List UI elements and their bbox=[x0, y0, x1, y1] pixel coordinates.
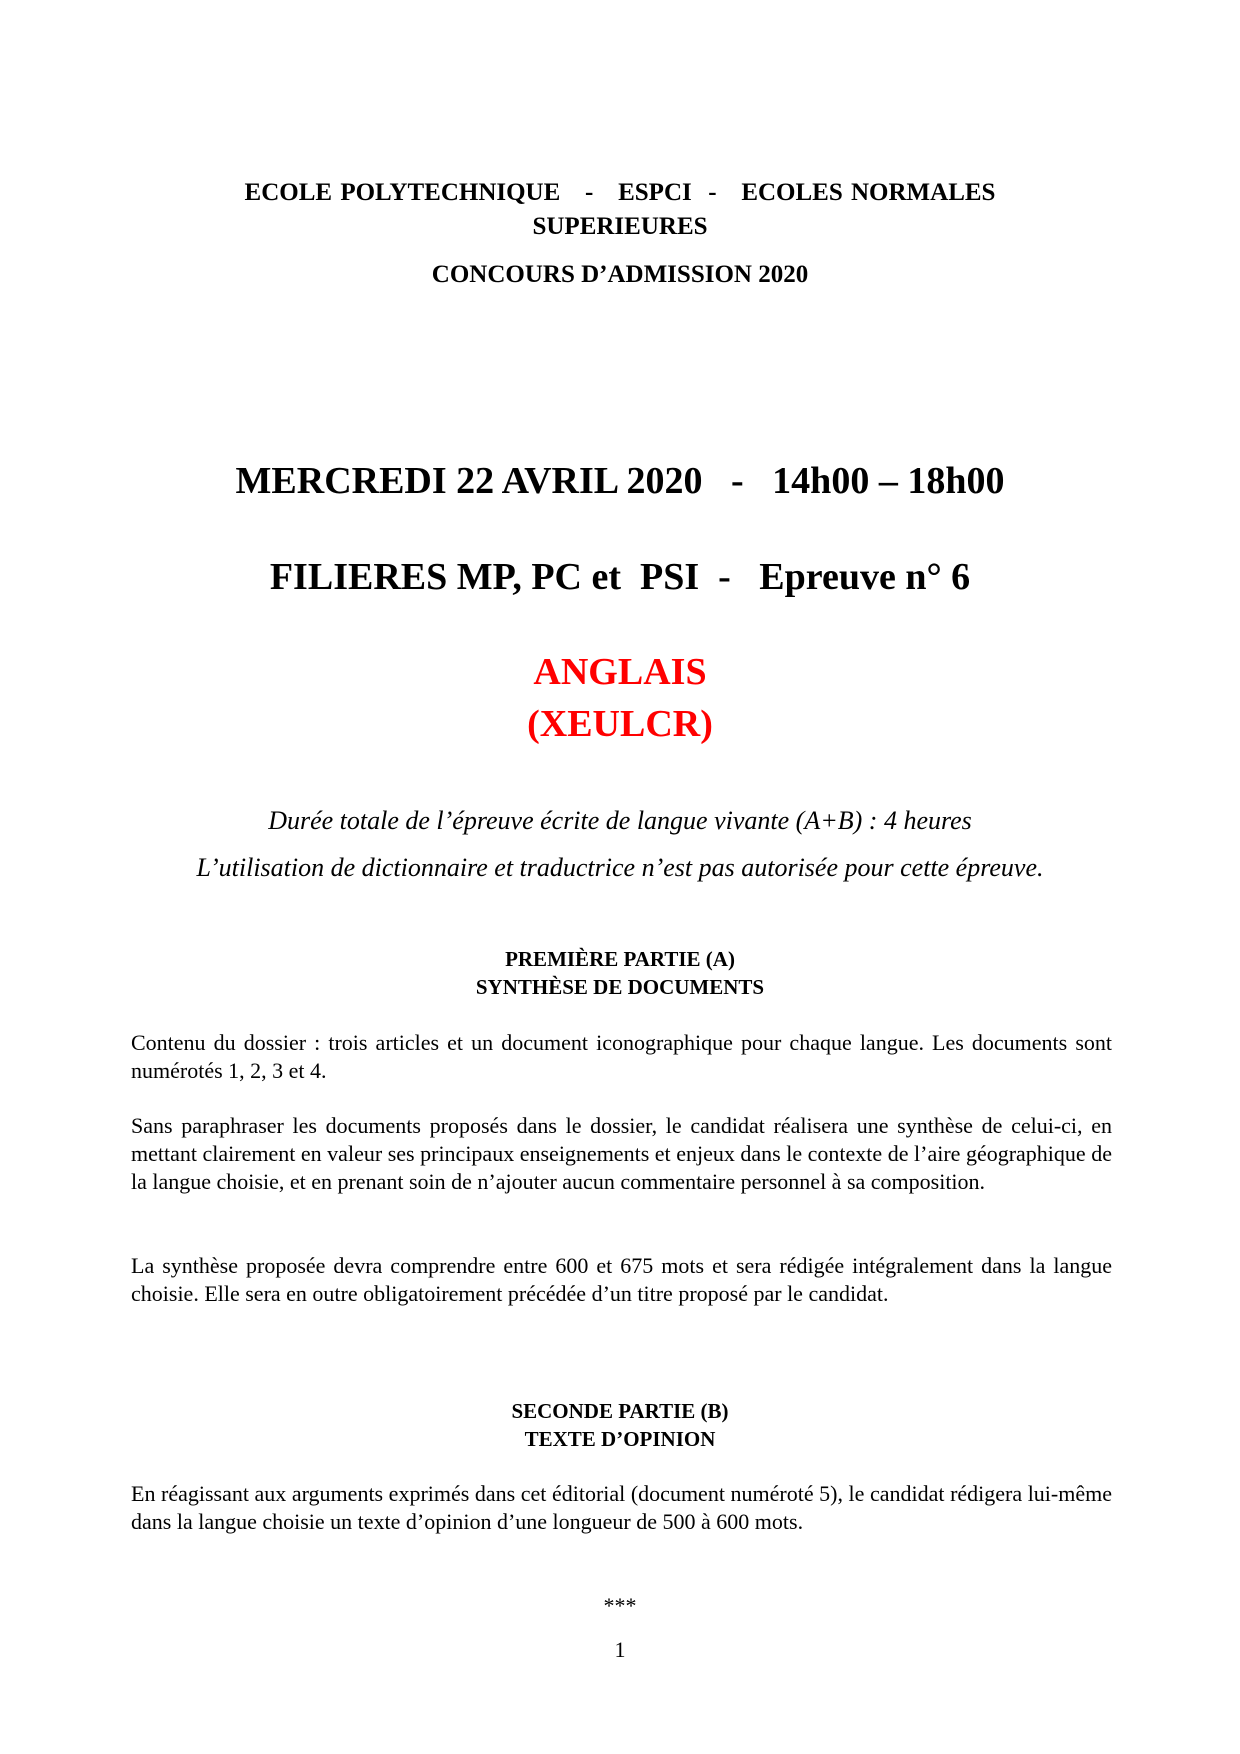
part-b-title-line1: SECONDE PARTIE (B) bbox=[511, 1399, 729, 1423]
part-b-paragraph-instructions: En réagissant aux arguments exprimés dans cet éditorial (document numéroté 5), le candidat rédigera lui-même dans la langue choisie un texte d’opinion d’une longueur de 500 à 600 mots. bbox=[131, 1481, 1112, 1534]
exam-filieres: FILIERES MP, PC et PSI - Epreuve n° 6 bbox=[269, 556, 971, 598]
part-b-title-line2: TEXTE D’OPINION bbox=[524, 1427, 716, 1451]
part-b-title bbox=[0, 1397, 1240, 1453]
part-a-paragraph-length: La synthèse proposée devra comprendre entre 600 et 675 mots et sera rédigée intégralement dans la langue choisie. Elle sera en outre obligatoirement précédée d’un titre proposé par le candidat. bbox=[131, 1253, 1112, 1306]
school-heading-line1: ECOLE POLYTECHNIQUE - ESPCI - ECOLES NORMALES bbox=[244, 179, 996, 206]
exam-duration: Durée totale de l’épreuve écrite de langue vivante (A+B) : 4 heures bbox=[268, 806, 972, 835]
page-number: 1 bbox=[614, 1637, 626, 1662]
subject-code: (XEULCR) bbox=[527, 703, 713, 745]
school-heading bbox=[0, 176, 1240, 244]
part-a-title-line1: PREMIÈRE PARTIE (A) bbox=[505, 947, 735, 971]
part-a-title bbox=[0, 945, 1240, 1001]
dictionary-note: L’utilisation de dictionnaire et traductrice n’est pas autorisée pour cette épreuve. bbox=[196, 853, 1044, 882]
part-a-paragraph-instructions: Sans paraphraser les documents proposés dans le dossier, le candidat réalisera une synthèse de celui-ci, en mettant clairement en valeur ses principaux enseignements et enjeux dans le contexte de l’aire géographique de la langue choisie, et en prenant soin de n’ajouter aucun commentaire personnel à sa composition. bbox=[131, 1113, 1112, 1194]
part-a-paragraph-contents: Contenu du dossier : trois articles et un document iconographique pour chaque langue. Les documents sont numérotés 1, 2, 3 et 4. bbox=[131, 1030, 1112, 1083]
separator-stars: *** bbox=[603, 1593, 637, 1618]
exam-subject bbox=[0, 646, 1240, 750]
school-heading-line2: SUPERIEURES bbox=[532, 213, 708, 240]
subject-name: ANGLAIS bbox=[533, 651, 707, 693]
part-a-title-line2: SYNTHÈSE DE DOCUMENTS bbox=[475, 975, 765, 999]
concours-heading: CONCOURS D’ADMISSION 2020 bbox=[431, 261, 809, 288]
exam-date-time: MERCREDI 22 AVRIL 2020 - 14h00 – 18h00 bbox=[235, 460, 1005, 502]
